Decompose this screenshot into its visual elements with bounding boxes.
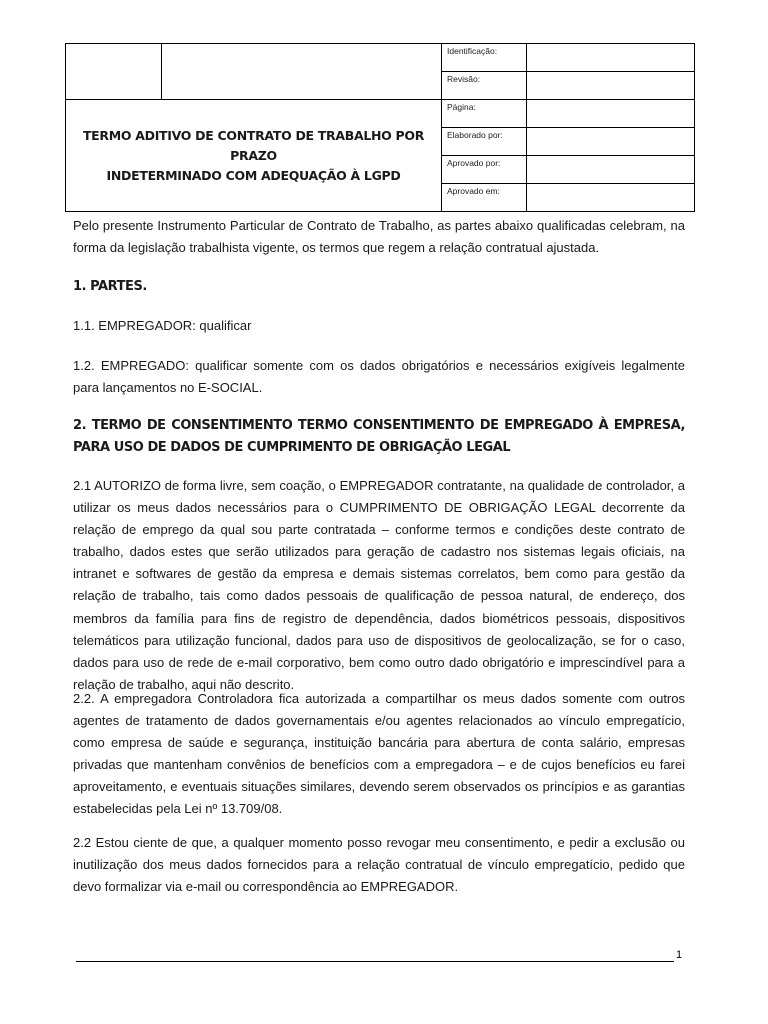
field-label-elaborado-por: Elaborado por: [442, 128, 527, 156]
company-cell [162, 44, 442, 100]
clause-1-2: 1.2. EMPREGADO: qualificar somente com os dados obrigatórios e necessários exigíveis legalmente para lançamentos no E-SOCIAL. [73, 358, 685, 396]
document-title-line2: INDETERMINADO COM ADEQUAÇÃO À LGPD [106, 167, 401, 183]
field-value-revisao [527, 72, 695, 100]
logo-cell [66, 44, 162, 100]
field-value-aprovado-em [527, 184, 695, 212]
clause-2-1: 2.1 AUTORIZO de forma livre, sem coação, o EMPREGADOR contratante, na qualidade de controlador, a utilizar os meus dados necessários para o CUMPRIMENTO DE OBRIGAÇÃO LEGAL decorrente da relação de emprego da qual sou parte contratada – conforme termos e condições deste contrato de trabalho, dados estes que serão utilizados para geração de cadastro nos sistemas legais oficiais, na intranet e softwares de gestão da empresa e demais sistemas correlatos, bem como para gestão da relação de trabalho, tais como dados pessoais de qualificação de pessoa natural, de endereço, dos membros da família para fins de registro de dependência, dados biométricos pessoais, dispositivos telemáticos para utilização funcional, dados para uso de dispositivos de geolocalização, se for o caso, dados para uso de rede de e-mail corporativo, bem como outro dado obrigatório e imprescindível para a relação de trabalho, aqui não descrito. [73, 478, 685, 692]
section-2-heading: 2. TERMO DE CONSENTIMENTO TERMO CONSENTIMENTO DE EMPREGADO À EMPRESA, PARA USO DE DADOS DE CUMPRIMENTO DE OBRIGAÇÃO LEGAL [73, 418, 685, 456]
field-value-aprovado-por [527, 156, 695, 184]
field-label-aprovado-por: Aprovado por: [442, 156, 527, 184]
intro-paragraph: Pelo presente Instrumento Particular de Contrato de Trabalho, as partes abaixo qualificadas celebram, na forma da legislação trabalhista vigente, os termos que regem a relação contratual ajustada. [73, 218, 685, 256]
section-1-heading: 1. PARTES. [73, 279, 147, 294]
document-title [66, 100, 442, 212]
field-label-revisao: Revisão: [442, 72, 527, 100]
clause-1-1: 1.1. EMPREGADOR: qualificar [73, 318, 252, 333]
clause-2-2b: 2.2 Estou ciente de que, a qualquer momento posso revogar meu consentimento, e pedir a exclusão ou inutilização dos meus dados fornecidos para a relação contratual de vínculo empregatício, pedido que devo formalizar via e-mail ou correspondência ao EMPREGADOR. [73, 835, 685, 895]
field-value-identificacao [527, 44, 695, 72]
field-value-elaborado-por [527, 128, 695, 156]
clause-2-2a: 2.2. A empregadora Controladora fica autorizada a compartilhar os meus dados somente com outros agentes de tratamento de dados governamentais e/ou agentes relacionados ao vínculo empregatício, como empresa de saúde e segurança, instituição bancária para abertura de conta salário, empresas privadas que mantenham convênios de benefícios com a empregadora – e de cujos benefícios eu farei aproveitamento, e eventuais situações similares, devendo serem observados os princípios e as garantias estabelecidas pela Lei nº 13.709/08. [73, 691, 685, 817]
document-header-table [65, 43, 695, 212]
field-value-pagina [527, 100, 695, 128]
footer-rule [76, 961, 674, 962]
field-label-pagina: Página: [442, 100, 527, 128]
document-title-line1: TERMO ADITIVO DE CONTRATO DE TRABALHO POR PRAZO [82, 127, 425, 163]
field-label-aprovado-em: Aprovado em: [442, 184, 527, 212]
page-number: 1 [676, 949, 683, 961]
field-label-identificacao: Identificação: [442, 44, 527, 72]
